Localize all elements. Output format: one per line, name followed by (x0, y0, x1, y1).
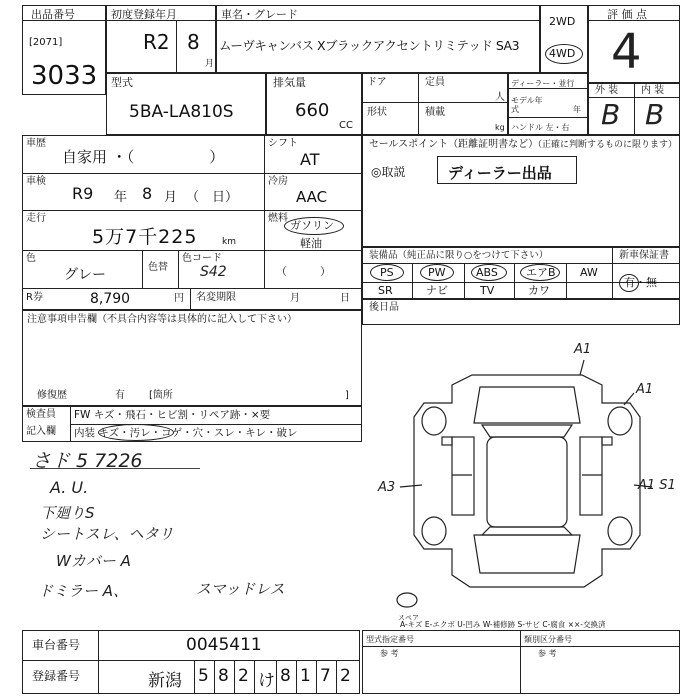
model-box (106, 73, 266, 135)
plate-c5: 8 (280, 666, 291, 686)
reg-month: 8 (187, 30, 200, 54)
color-code-value: S42 (200, 264, 227, 280)
displacement-box (266, 73, 362, 135)
attention-box (22, 310, 362, 406)
load-unit: kg (495, 123, 505, 132)
inspector-label-1: 検査員 (26, 409, 56, 420)
equip-pw: PW (428, 266, 446, 279)
diagram-mark-left: A3 (378, 480, 396, 495)
equipment-label: 装備品（純正品に限り○をつけて下さい） (369, 250, 549, 261)
drive-4wd: 4WD (549, 47, 576, 60)
name-value: ムーヴキャンバス Xブラックアクセントリミテッド SA3 (219, 38, 520, 53)
plate-label: 登録番号 (32, 669, 81, 683)
usage-value: 自家用 ・（ ） (62, 148, 225, 166)
aircon-value: AAC (296, 188, 328, 206)
hand-note-5: Wカバー A (56, 552, 131, 570)
score-box (588, 5, 680, 83)
displacement-label: 排気量 (273, 76, 306, 89)
warranty-label: 新車保証書 (619, 250, 669, 261)
plate-region: 新潟 (148, 671, 182, 691)
plate-c7: 7 (320, 666, 331, 686)
usage-label: 車歴 (26, 138, 46, 149)
chassis-value: 0045411 (186, 635, 262, 655)
location-close: ] (345, 390, 349, 401)
inspection-year: R9 (72, 184, 94, 203)
spare-label: スペア (398, 614, 419, 622)
repair-value: 有 (115, 390, 125, 401)
seats-unit: 人 (495, 92, 505, 103)
equip-airbag: エアB (526, 266, 556, 279)
plate-c4: け (258, 671, 275, 691)
color-code-label: 色コード (182, 253, 222, 264)
damage-legend: A-キズ E-エクボ U-凹み W-補修跡 S-サビ C-腐食 ××-交換済 (400, 620, 606, 629)
tax-label: 名変期限 (196, 292, 236, 303)
displacement-value: 660 (295, 100, 330, 121)
shift-value: AT (300, 150, 320, 169)
warranty-value: 有・無 (624, 276, 657, 289)
model-label: 型式 (111, 76, 133, 89)
dealer-label: ディーラー・並行 (511, 79, 575, 88)
repair-label: 修復歴 (37, 390, 67, 401)
equip-ps: PS (380, 266, 394, 279)
equip-aw: AW (580, 266, 598, 279)
hand-note-6: ドミラー A、 (38, 582, 129, 600)
inspector-row2: 内装 キズ・汚レ・コゲ・穴・スレ・キレ・破レ (74, 427, 298, 439)
first-reg-label: 初度登録年月 (111, 8, 177, 21)
color-label: 色 (26, 253, 36, 264)
yen-unit: 円 (174, 293, 184, 304)
equip-navi: ナビ (426, 284, 448, 297)
drive-2wd: 2WD (549, 15, 576, 28)
hand-note-3: 下廻りS (40, 504, 95, 522)
inspection-label: 車検 (26, 176, 46, 187)
interior-label: 内 装 (641, 85, 665, 96)
name-box (216, 5, 540, 73)
hand-note-1: さド 5 7226 (32, 450, 143, 472)
diagram-mark-top: A1 (574, 342, 592, 357)
recycle-label: R券 (26, 292, 43, 303)
mileage-label: 走行 (26, 213, 46, 224)
category-label: 類別区分番号 (524, 635, 572, 644)
reg-month-unit: 月 (205, 59, 215, 69)
plate-c1: 5 (198, 666, 209, 686)
fuel-paren: （ ） (276, 265, 331, 278)
door-box (362, 73, 508, 135)
inspector-label-2: 記入欄 (26, 426, 56, 437)
hand-note-7: スマッドレス (196, 580, 285, 598)
dealer-stamp (437, 156, 577, 184)
lot-number: 3033 (31, 61, 98, 91)
seats-label: 定員 (425, 77, 445, 88)
interior-grade: B (645, 98, 665, 131)
color-value: グレー (64, 267, 106, 283)
equip-abs: ABS (476, 266, 498, 279)
recycle-value: 8,790 (90, 291, 131, 307)
lot-prefix: [2071] (29, 37, 63, 48)
first-reg-box (106, 5, 216, 73)
lot-box (22, 5, 106, 95)
plate-c6: 1 (300, 666, 311, 686)
after-fit-label: 後日品 (369, 302, 399, 313)
inspection-year-unit: 年 (114, 190, 128, 205)
hand-note-2: A. U. (50, 478, 89, 497)
model-value: 5BA-LA810S (129, 102, 234, 122)
car-damage-diagram (362, 325, 680, 625)
inspection-day: （ 日） (186, 190, 239, 205)
inspection-month: 8 (142, 184, 153, 203)
approval-label: 型式指定番号 (366, 635, 414, 644)
score-label: 評 価 点 (607, 8, 647, 21)
diagram-mark-right: A1 S1 (638, 478, 676, 493)
afterfit-box (362, 299, 680, 325)
dealer-box (508, 73, 588, 135)
sales-label: セールスポイント（距離証明書など） (369, 139, 539, 150)
approval-ref: 参 考 (380, 649, 399, 658)
sales-note: （正確に判断するものに限ります） (533, 140, 678, 150)
tax-month-unit: 月 (290, 293, 300, 304)
diagram-mark-right-top: A1 (636, 382, 654, 397)
shift-label: シフト (268, 138, 298, 149)
exterior-label: 外 装 (595, 85, 619, 96)
aircon-label: 冷房 (268, 176, 288, 187)
fuel-diesel: 軽油 (300, 237, 322, 250)
drive-box (540, 5, 588, 73)
chassis-label: 車台番号 (32, 638, 81, 652)
tax-day-unit: 日 (340, 293, 350, 304)
displacement-unit: CC (339, 120, 353, 131)
doors-label: ドア (367, 77, 387, 88)
dealer-item: ディーラー出品 (448, 164, 552, 182)
exterior-grade: B (601, 98, 621, 131)
inspection-month-unit: 月 (164, 190, 178, 205)
plate-c3: 2 (238, 666, 249, 686)
location-label: [箇所 (149, 390, 173, 401)
equip-tv: TV (480, 284, 495, 297)
inspector-row1: FW キズ・飛石・ヒビ割・リペア跡・×要 (74, 409, 271, 421)
fuel-gasoline: ガソリン (290, 219, 334, 232)
lot-label: 出品番号 (31, 8, 75, 21)
name-label: 車名・グレード (221, 8, 298, 21)
model-year-label: モデル年式 (511, 96, 543, 114)
year-unit: 年 (573, 105, 581, 114)
sales-box (362, 135, 680, 247)
color-change-label: 色替 (148, 262, 168, 273)
score-value: 4 (611, 24, 642, 80)
attention-label: 注意事項申告欄（不具合内容等は具体的に記入して下さい） (27, 314, 297, 325)
mileage-value: 5万7千225 (92, 226, 198, 248)
category-ref: 参 考 (538, 649, 557, 658)
hand-note-4: シートスレ、ヘタリ (40, 525, 174, 543)
shape-label: 形状 (367, 107, 387, 118)
plate-c2: 8 (218, 666, 229, 686)
plate-c8: 2 (340, 666, 351, 686)
fuel-label: 燃料 (268, 213, 288, 224)
equip-leather: カワ (528, 284, 550, 297)
equip-sr: SR (378, 284, 393, 297)
mileage-unit: km (222, 237, 236, 247)
reg-era: R2 (143, 30, 170, 54)
handle-label: ハンドル 左・右 (511, 123, 570, 132)
manual-label: ◎取説 (371, 165, 406, 179)
load-label: 積載 (425, 107, 445, 118)
